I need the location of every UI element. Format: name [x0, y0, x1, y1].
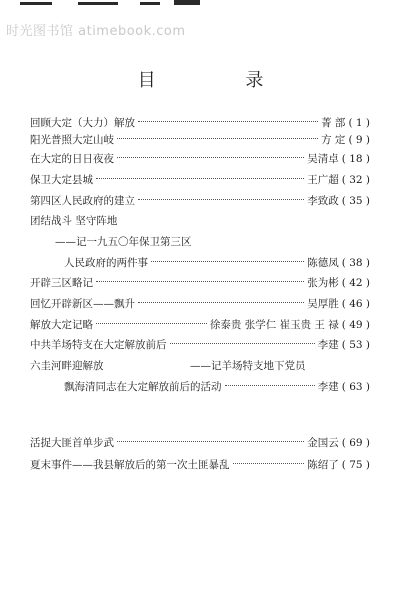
toc-entry[interactable] — [64, 256, 370, 270]
toc-entry-heading[interactable]: 六圭河畔迎解放 — [30, 360, 104, 372]
toc-leader-dots — [138, 121, 318, 122]
top-rule-segment — [78, 2, 118, 5]
toc-leader-dots — [170, 343, 315, 344]
toc-entry-author: 李建 — [317, 339, 339, 351]
toc-entry-title: 回忆开辟新区——飘升 — [30, 298, 135, 310]
toc-entry-page: ( 69 ) — [341, 437, 370, 449]
toc-leader-dots — [96, 178, 304, 179]
toc-entry[interactable] — [30, 297, 370, 311]
toc-leader-dots — [225, 385, 315, 386]
toc-entry-page: ( 35 ) — [341, 195, 370, 207]
toc-entry-page: ( 38 ) — [341, 257, 370, 269]
toc-entry-subtitle: ——记羊场特支地下党员 — [190, 360, 306, 372]
toc-leader-dots — [96, 281, 304, 282]
toc-entry-subtitle: ——记一九五〇年保卫第三区 — [55, 236, 192, 248]
toc-entry[interactable] — [30, 458, 370, 472]
toc-entry-title: 在大定的日日夜夜 — [30, 153, 114, 165]
toc-entry-page: ( 42 ) — [341, 277, 370, 289]
toc-entry-title: 回顾大定（大力）解放 — [30, 117, 135, 129]
top-rule-segment — [140, 2, 160, 5]
toc-entry-title: 活捉大匪首单步武 — [30, 437, 114, 449]
toc-entry-page: ( 63 ) — [341, 381, 370, 393]
top-rule-segment — [20, 2, 52, 5]
toc-entry-author: 张为彬 — [307, 277, 339, 289]
toc-entry-page: ( 49 ) — [341, 319, 370, 331]
toc-entry-author: 陈绍了 — [307, 459, 339, 471]
toc-leader-dots — [138, 302, 304, 303]
toc-entry-title: 解放大定记略 — [30, 319, 93, 331]
toc-entry-author: 徐泰贵 张学仁 崔玉贵 王 禄 — [209, 319, 339, 331]
toc-leader-dots — [138, 199, 304, 200]
top-rule-segment — [174, 0, 200, 5]
toc-entry-author: 方 定 — [321, 134, 346, 146]
toc-entry-title: 阳光普照大定山岐 — [30, 134, 114, 146]
toc-entry[interactable] — [30, 436, 370, 450]
toc-entry[interactable] — [30, 152, 370, 166]
toc-entry[interactable] — [30, 133, 370, 147]
toc-leader-dots — [96, 323, 207, 324]
toc-entry-title: 保卫大定县城 — [30, 174, 93, 186]
toc-entry-title: 中共羊场特支在大定解放前后 — [30, 339, 167, 351]
toc-entry-author: 李致政 — [307, 195, 339, 207]
watermark: 时光图书馆 atimebook.com — [6, 24, 186, 39]
toc-entry-author: 吴清卓 — [307, 153, 339, 165]
page-title: 目 录 — [137, 70, 306, 91]
top-rule — [0, 0, 401, 10]
toc-entry-page: ( 9 ) — [348, 134, 370, 146]
toc-leader-dots — [117, 138, 318, 139]
toc-entry-title: 夏末事件——我县解放后的第一次土匪暴乱 — [30, 459, 230, 471]
toc-entry[interactable] — [64, 380, 370, 394]
toc-entry-title: 第四区人民政府的建立 — [30, 195, 135, 207]
toc-leader-dots — [233, 463, 305, 464]
toc-leader-dots — [151, 261, 304, 262]
toc-entry-page: ( 46 ) — [341, 298, 370, 310]
toc-entry[interactable] — [30, 194, 370, 208]
toc-entry-title: 飘海清同志在大定解放前后的活动 — [64, 381, 222, 393]
toc-entry-author: 吴厚胜 — [307, 298, 339, 310]
toc-leader-dots — [117, 157, 304, 158]
toc-entry-page: ( 32 ) — [341, 174, 370, 186]
toc-entry-title: 开辟三区略记 — [30, 277, 93, 289]
toc-entry-author: 金国云 — [307, 437, 339, 449]
toc-entry[interactable] — [30, 338, 370, 352]
toc-entry-page: ( 53 ) — [341, 339, 370, 351]
toc-entry-page: ( 75 ) — [341, 459, 370, 471]
toc-entry-heading[interactable]: 团结战斗 坚守阵地 — [30, 215, 118, 227]
toc-entry-title: 人民政府的两件事 — [64, 257, 148, 269]
toc-entry-author: 陈德凤 — [307, 257, 339, 269]
toc-leader-dots — [117, 441, 304, 442]
toc-entry[interactable] — [30, 116, 370, 130]
toc-entry[interactable] — [30, 318, 370, 332]
toc-entry-author: 李建 — [317, 381, 339, 393]
toc-entry[interactable] — [30, 276, 370, 290]
toc-entry-page: ( 18 ) — [341, 153, 370, 165]
toc-entry[interactable] — [30, 173, 370, 187]
toc-entry-page: ( 1 ) — [348, 117, 370, 129]
toc-entry-author: 王广超 — [307, 174, 339, 186]
toc-entry-author: 菁 部 — [321, 117, 346, 129]
